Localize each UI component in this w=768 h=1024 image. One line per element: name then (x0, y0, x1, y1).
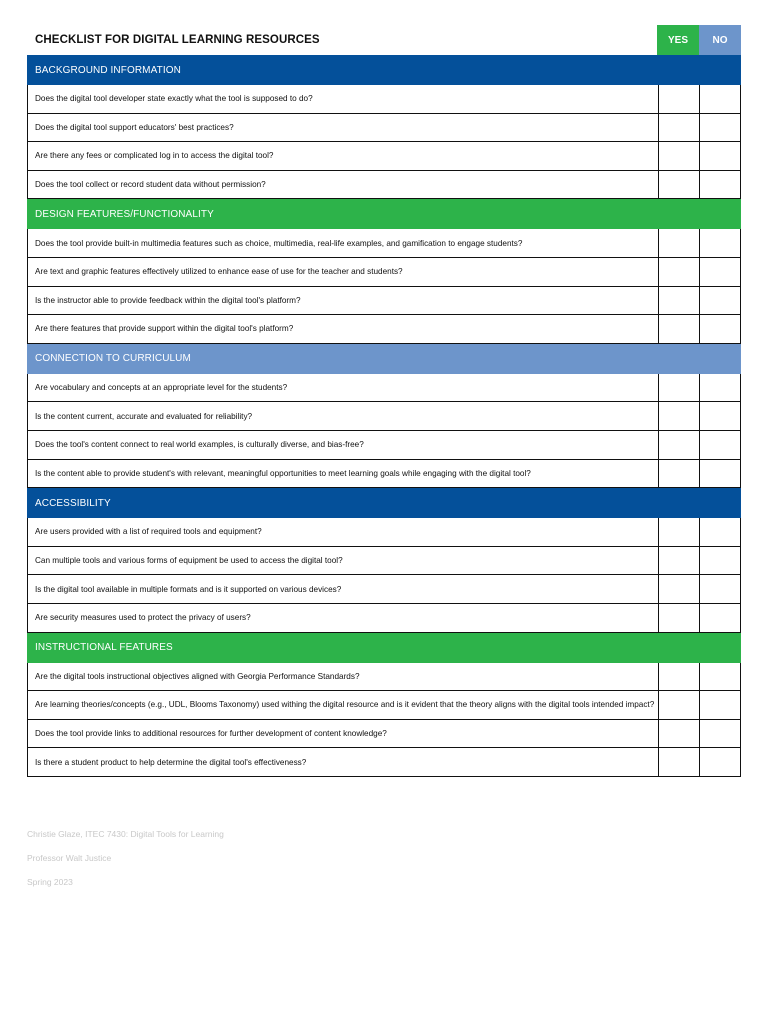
footer-professor: Professor Walt Justice (27, 853, 112, 863)
question-text: Are vocabulary and concepts at an appropriate level for the students? (35, 383, 288, 393)
no-checkbox-cell[interactable] (699, 114, 740, 142)
question-row (27, 720, 741, 749)
question-row (27, 85, 741, 114)
question-text: Are the digital tools instructional objectives aligned with Georgia Performance Standards? (35, 671, 360, 681)
question-row (27, 142, 741, 171)
yes-checkbox-cell[interactable] (658, 547, 699, 575)
no-checkbox-cell[interactable] (699, 315, 740, 343)
yes-checkbox-cell[interactable] (658, 287, 699, 315)
question-text: Are security measures used to protect the privacy of users? (35, 613, 251, 623)
no-checkbox-cell[interactable] (699, 720, 740, 748)
yes-checkbox-cell[interactable] (658, 691, 699, 719)
no-checkbox-cell[interactable] (699, 287, 740, 315)
no-checkbox-cell[interactable] (699, 575, 740, 603)
section-header: CONNECTION TO CURRICULUM (27, 344, 741, 374)
question-row (27, 547, 741, 576)
question-row (27, 315, 741, 344)
yes-checkbox-cell[interactable] (658, 315, 699, 343)
section-header: ACCESSIBILITY (27, 488, 741, 518)
section-header: INSTRUCTIONAL FEATURES (27, 633, 741, 663)
question-row (27, 691, 741, 720)
no-checkbox-cell[interactable] (699, 142, 740, 170)
question-text: Are there features that provide support within the digital tool's platform? (35, 324, 294, 334)
question-row (27, 431, 741, 460)
yes-checkbox-cell[interactable] (658, 575, 699, 603)
no-checkbox-cell[interactable] (699, 374, 740, 402)
yes-column-header: YES (657, 25, 699, 55)
question-text: Is the digital tool available in multiple formats and is it supported on various devices? (35, 584, 342, 594)
yes-checkbox-cell[interactable] (658, 229, 699, 257)
yes-checkbox-cell[interactable] (658, 374, 699, 402)
no-checkbox-cell[interactable] (699, 460, 740, 488)
question-row (27, 460, 741, 489)
yes-checkbox-cell[interactable] (658, 720, 699, 748)
yes-checkbox-cell[interactable] (658, 460, 699, 488)
question-row (27, 575, 741, 604)
question-text: Does the tool collect or record student data without permission? (35, 180, 266, 190)
question-text: Is there a student product to help determine the digital tool's effectiveness? (35, 757, 307, 767)
no-checkbox-cell[interactable] (699, 663, 740, 691)
header-row (27, 25, 741, 55)
no-checkbox-cell[interactable] (699, 604, 740, 632)
footer-term: Spring 2023 (27, 877, 73, 887)
question-row (27, 374, 741, 403)
no-checkbox-cell[interactable] (699, 518, 740, 546)
yes-checkbox-cell[interactable] (658, 663, 699, 691)
yes-checkbox-cell[interactable] (658, 171, 699, 199)
footer (27, 826, 224, 898)
no-column-header: NO (699, 25, 741, 55)
question-row (27, 402, 741, 431)
question-row (27, 114, 741, 143)
question-row (27, 171, 741, 200)
no-checkbox-cell[interactable] (699, 85, 740, 113)
question-text: Does the tool's content connect to real world examples, is culturally diverse, and bias-free? (35, 440, 364, 450)
footer-author-course: Christie Glaze, ITEC 7430: Digital Tools for Learning (27, 829, 224, 839)
question-text: Are text and graphic features effectively utilized to enhance ease of use for the teacher and students? (35, 267, 403, 277)
no-checkbox-cell[interactable] (699, 229, 740, 257)
question-text: Is the instructor able to provide feedback within the digital tool's platform? (35, 295, 301, 305)
question-row (27, 748, 741, 777)
no-checkbox-cell[interactable] (699, 431, 740, 459)
sections-container (27, 55, 741, 777)
yes-checkbox-cell[interactable] (658, 748, 699, 776)
no-checkbox-cell[interactable] (699, 748, 740, 776)
yes-checkbox-cell[interactable] (658, 431, 699, 459)
question-text: Can multiple tools and various forms of equipment be used to access the digital tool? (35, 556, 343, 566)
no-checkbox-cell[interactable] (699, 547, 740, 575)
yes-checkbox-cell[interactable] (658, 258, 699, 286)
question-row (27, 604, 741, 633)
question-row (27, 287, 741, 316)
question-row (27, 229, 741, 258)
section-header: BACKGROUND INFORMATION (27, 55, 741, 85)
no-checkbox-cell[interactable] (699, 691, 740, 719)
question-text: Does the digital tool support educators' best practices? (35, 122, 234, 132)
checklist-table (27, 25, 741, 777)
no-checkbox-cell[interactable] (699, 258, 740, 286)
question-row (27, 663, 741, 692)
question-row (27, 258, 741, 287)
section-header: DESIGN FEATURES/FUNCTIONALITY (27, 199, 741, 229)
page-title: CHECKLIST FOR DIGITAL LEARNING RESOURCES (35, 34, 320, 46)
no-checkbox-cell[interactable] (699, 171, 740, 199)
question-text: Are learning theories/concepts (e.g., UDL, Blooms Taxonomy) used withing the digital resource and is it evident that the theory aligns with the digital tools intended impact? (35, 700, 655, 710)
question-text: Is the content able to provide student's with relevant, meaningful opportunities to meet learning goals while engaging with the digital tool? (35, 468, 531, 478)
question-row (27, 518, 741, 547)
yes-checkbox-cell[interactable] (658, 518, 699, 546)
question-text: Are there any fees or complicated log in to access the digital tool? (35, 151, 274, 161)
question-text: Does the tool provide built-in multimedia features such as choice, multimedia, real-life examples, and gamification to engage students? (35, 238, 523, 248)
yes-checkbox-cell[interactable] (658, 85, 699, 113)
yes-checkbox-cell[interactable] (658, 114, 699, 142)
question-text: Is the content current, accurate and evaluated for reliability? (35, 411, 253, 421)
question-text: Does the tool provide links to additional resources for further development of content knowledge? (35, 728, 387, 738)
question-text: Does the digital tool developer state exactly what the tool is supposed to do? (35, 94, 313, 104)
yes-checkbox-cell[interactable] (658, 142, 699, 170)
no-checkbox-cell[interactable] (699, 402, 740, 430)
yes-checkbox-cell[interactable] (658, 604, 699, 632)
yes-checkbox-cell[interactable] (658, 402, 699, 430)
question-text: Are users provided with a list of required tools and equipment? (35, 527, 262, 537)
